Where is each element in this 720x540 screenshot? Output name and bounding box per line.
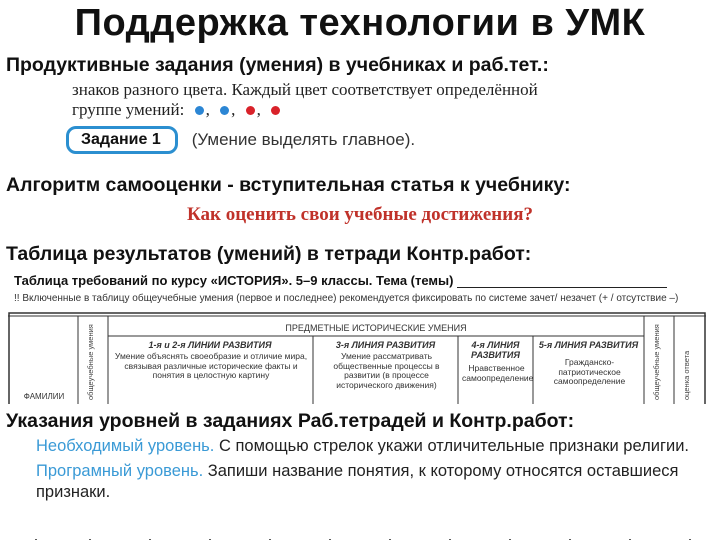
skill-dot-icon-2 bbox=[220, 106, 229, 115]
table-col-surname: ФАМИЛИИ bbox=[23, 392, 65, 401]
table-col-right-vertical-2: оценка ответа bbox=[682, 350, 691, 400]
table-col-left-vertical: общеучебные умения bbox=[86, 324, 95, 400]
level-1 bbox=[36, 436, 708, 457]
table-col-2-head: 3-я ЛИНИЯ РАЗВИТИЯ bbox=[335, 340, 436, 350]
heading-self-assessment: Алгоритм самооценки - вступительная статья к учебнику: bbox=[6, 174, 571, 196]
table-note: !! Включенные в таблицу общеучебные умения (первое и последнее) рекомендуется фиксировать по системе зачет/ незачет (+ / отсутствие –) bbox=[14, 293, 679, 304]
table-col-right-vertical-1: общеучебные умения bbox=[652, 324, 661, 400]
caption-blank-line bbox=[457, 287, 667, 288]
task-badge: Задание 1 bbox=[66, 126, 178, 154]
task-row bbox=[66, 126, 415, 154]
level-1-label: Необходимый уровень. bbox=[36, 437, 215, 455]
table-col-1-text: Умение объяснять своеобразие и отличие мира, связывая различные исторические факты и понятия в целостную картину bbox=[114, 351, 308, 380]
table-group-header: ПРЕДМЕТНЫЕ ИСТОРИЧЕСКИЕ УМЕНИЯ bbox=[285, 323, 467, 333]
level-2-label: Програмный уровень. bbox=[36, 462, 204, 480]
requirements-table bbox=[8, 312, 706, 404]
table-col-1-head: 1-я и 2-я ЛИНИИ РАЗВИТИЯ bbox=[148, 340, 272, 350]
article-title: Как оценить свои учебные достижения? bbox=[187, 204, 533, 225]
heading-levels: Указания уровней в заданиях Раб.тетрадей и Контр.работ: bbox=[6, 410, 575, 432]
slide-title: Поддержка технологии в УМК bbox=[74, 2, 646, 44]
skill-dot-icon-3 bbox=[246, 106, 255, 115]
heading-results-table: Таблица результатов (умений) в тетради Контр.работ: bbox=[6, 243, 532, 265]
skill-dot-icon-1 bbox=[195, 106, 204, 115]
table-col-4-text: Гражданско-патриотическое самоопределение bbox=[553, 357, 626, 386]
level-1-text: С помощью стрелок укажи отличительные признаки религии. bbox=[218, 437, 689, 455]
textbook-line-2: группе умений: , , , bbox=[72, 100, 692, 120]
textbook-line-2-text: группе умений: bbox=[72, 100, 185, 119]
level-2 bbox=[36, 461, 708, 503]
bottom-tick-rule bbox=[0, 533, 720, 540]
table-caption-text: Таблица требований по курсу «ИСТОРИЯ». 5–9 классы. Тема (темы) bbox=[14, 273, 454, 288]
table-col-4-head: 5-я ЛИНИЯ РАЗВИТИЯ bbox=[538, 340, 639, 350]
table-col-3-head: 4-я ЛИНИЯ РАЗВИТИЯ bbox=[471, 340, 520, 360]
table-col-3-text: Нравственное самоопределение bbox=[462, 363, 534, 383]
textbook-fragment bbox=[72, 80, 692, 120]
heading-productive-tasks: Продуктивные задания (умения) в учебниках и раб.тет.: bbox=[6, 54, 549, 76]
textbook-line-1: знаков разного цвета. Каждый цвет соответствует определённой bbox=[72, 80, 538, 99]
levels-block bbox=[36, 436, 708, 503]
level-2-text: Запиши название понятия, к которому относятся оставшиеся признаки. bbox=[36, 462, 679, 501]
skill-dot-icon-4 bbox=[271, 106, 280, 115]
table-caption bbox=[14, 273, 667, 288]
task-hint: (Умение выделять главное). bbox=[191, 130, 416, 149]
table-col-2-text: Умение рассматривать общественные процессы в развитии (в процессе исторического движения) bbox=[333, 351, 440, 390]
